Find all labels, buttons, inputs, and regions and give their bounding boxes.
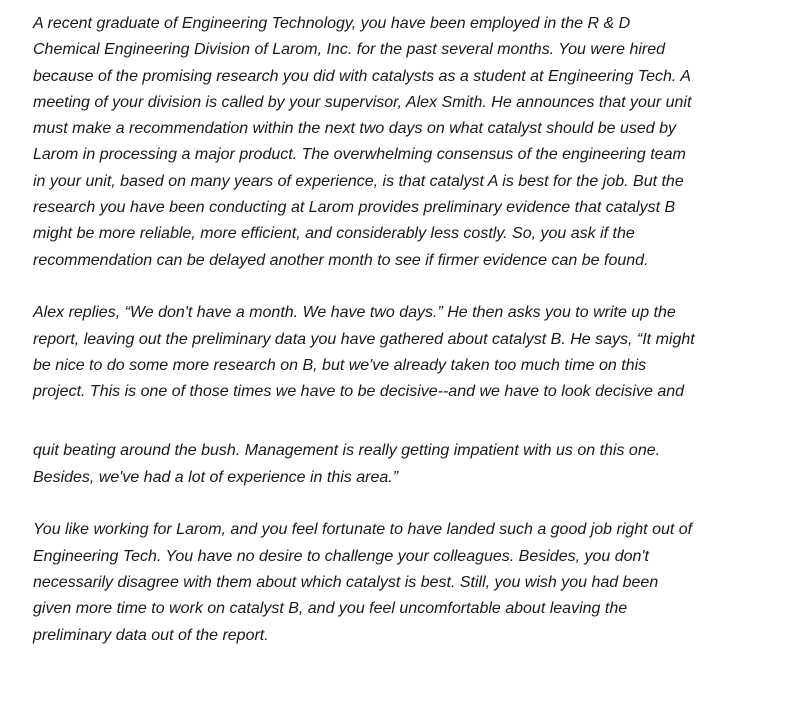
text-line: research you have been conducting at Larom provides preliminary evidence that catalyst B [33,199,676,217]
text-line: quit beating around the bush. Management is really getting impatient with us on this one. [33,442,661,460]
paragraph-1 [33,11,803,274]
paragraph-3 [33,438,803,491]
text-line: in your unit, based on many years of experience, is that catalyst A is best for the job. But the [33,172,684,190]
paragraph-spacer [33,405,803,438]
text-line: meeting of your division is called by your supervisor, Alex Smith. He announces that your unit [33,93,692,111]
text-line: Engineering Tech. You have no desire to challenge your colleagues. Besides, you don't [33,547,649,565]
text-line: A recent graduate of Engineering Technology, you have been employed in the R & D [33,15,631,32]
text-line: Alex replies, “We don't have a month. We have two days.” He then asks you to write up the [33,304,676,322]
text-line: because of the promising research you did with catalysts as a student at Engineering Tech. A [33,67,691,85]
text-line: must make a recommendation within the next two days on what catalyst should be used by [33,120,677,138]
paragraph-spacer [33,491,803,517]
text-line: recommendation can be delayed another month to see if firmer evidence can be found. [33,251,649,269]
text-line: Chemical Engineering Division of Larom, Inc. for the past several months. You were hired [33,41,666,59]
document-body [33,11,803,649]
text-line: might be more reliable, more efficient, and considerably less costly. So, you ask if the [33,225,635,243]
text-line: preliminary data out of the report. [33,626,269,644]
text-line: be nice to do some more research on B, but we've already taken too much time on this [33,356,647,374]
text-line: Besides, we've had a lot of experience in this area.” [33,468,399,486]
text-line: given more time to work on catalyst B, and you feel uncomfortable about leaving the [33,600,628,618]
paragraph-spacer [33,274,803,300]
text-line: You like working for Larom, and you feel fortunate to have landed such a good job right out of [33,521,693,539]
text-line: Larom in processing a major product. The overwhelming consensus of the engineering team [33,146,686,164]
paragraph-4 [33,517,803,648]
paragraph-2 [33,300,803,405]
text-line: project. This is one of those times we have to be decisive--and we have to look decisive and [33,383,685,401]
text-line: necessarily disagree with them about which catalyst is best. Still, you wish you had been [33,573,659,591]
text-line: report, leaving out the preliminary data you have gathered about catalyst B. He says, “It might [33,330,695,348]
